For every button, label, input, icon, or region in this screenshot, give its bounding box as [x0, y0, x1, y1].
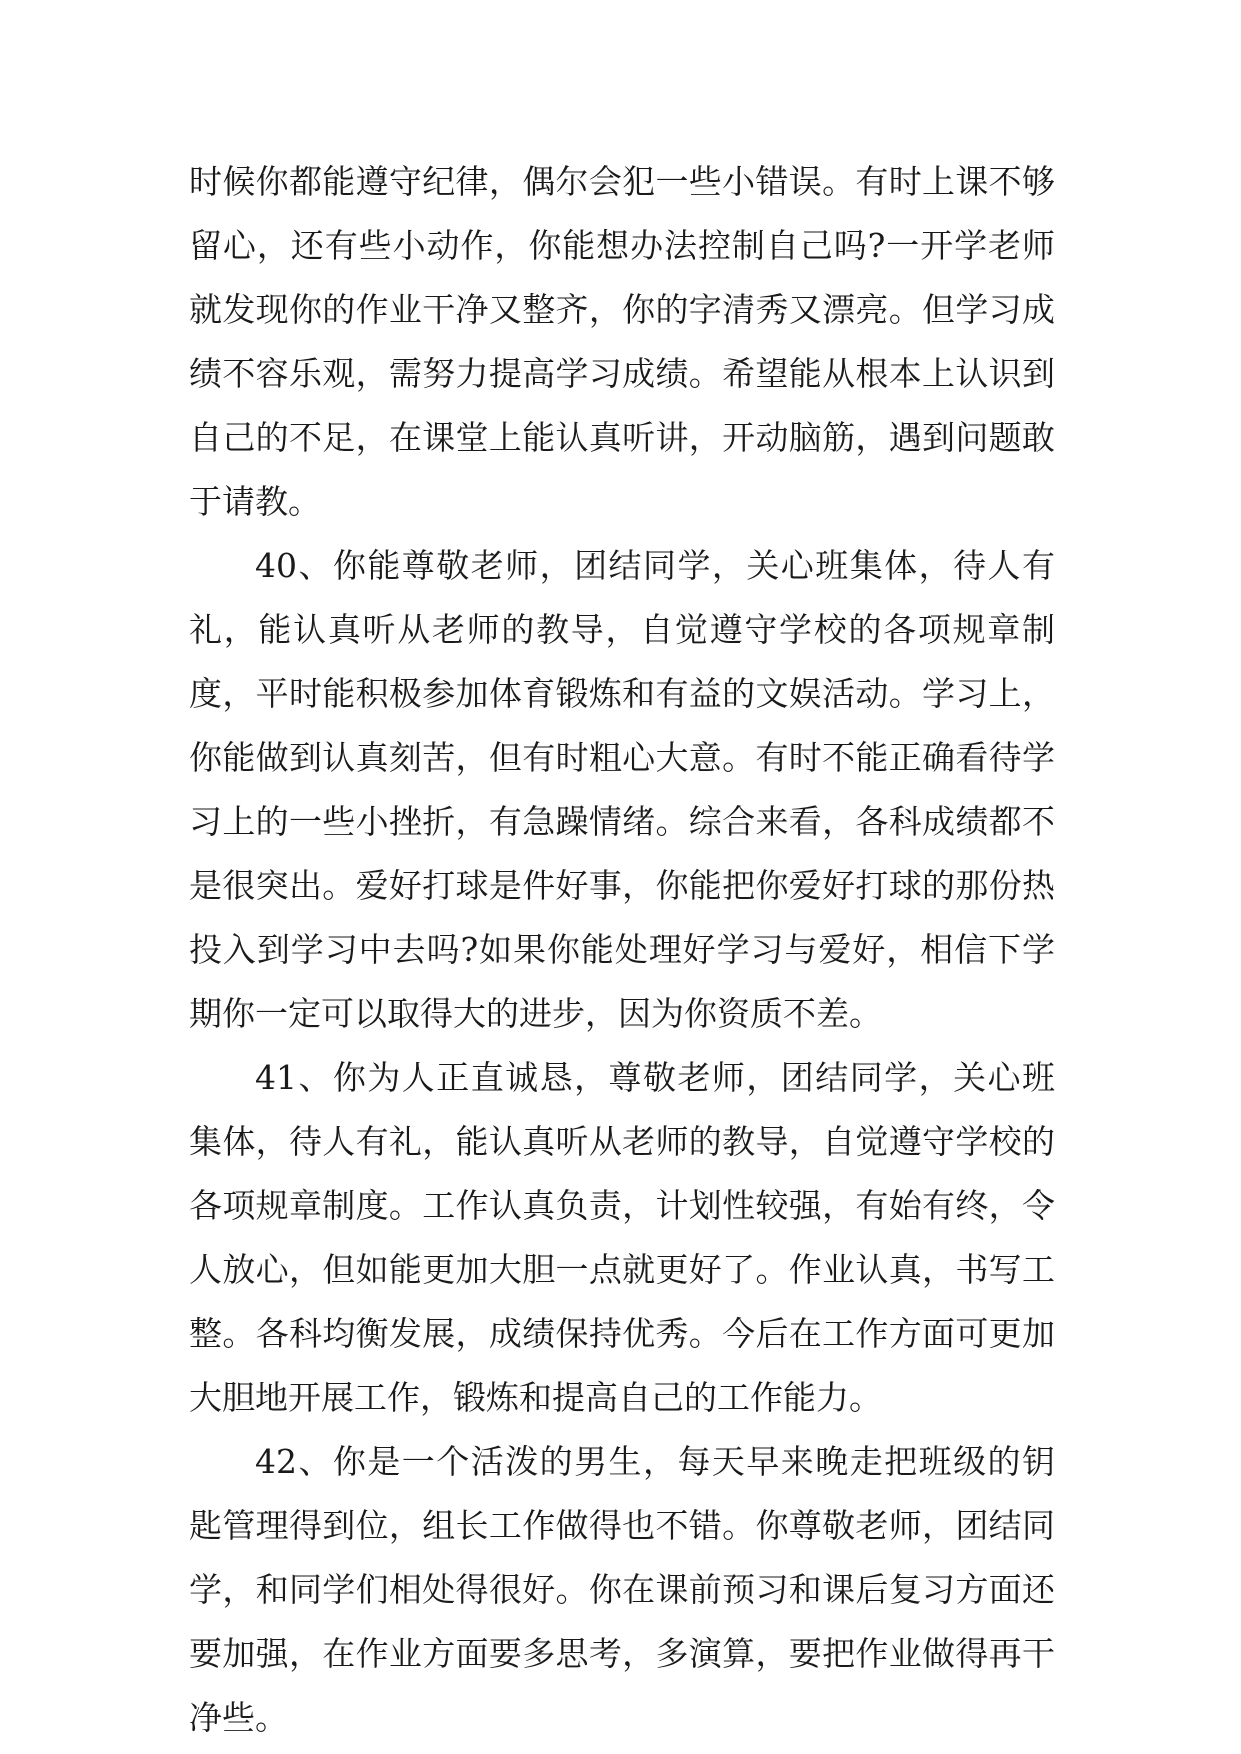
document-body — [189, 150, 1055, 1750]
paragraph-continuation: 时候你都能遵守纪律，偶尔会犯一些小错误。有时上课不够留心，还有些小动作，你能想办法控制自己吗?一开学老师就发现你的作业干净又整齐，你的字清秀又漂亮。但学习成绩不容乐观，需努力提高学习成绩。希望能从根本上认识到自己的不足，在课堂上能认真听讲，开动脑筋，遇到问题敢于请教。 — [189, 162, 1055, 521]
paragraph-comment-42: 42、你是一个活泼的男生，每天早来晚走把班级的钥匙管理得到位，组长工作做得也不错。你尊敬老师，团结同学，和同学们相处得很好。你在课前预习和课后复习方面还要加强，在作业方面要多思考，多演算，要把作业做得再干净些。 — [189, 1442, 1055, 1737]
paragraph-comment-40: 40、你能尊敬老师，团结同学，关心班集体，待人有礼，能认真听从老师的教导，自觉遵守学校的各项规章制度，平时能积极参加体育锻炼和有益的文娱活动。学习上，你能做到认真刻苦，但有时粗心大意。有时不能正确看待学习上的一些小挫折，有急躁情绪。综合来看，各科成绩都不是很突出。爱好打球是件好事，你能把你爱好打球的那份热投入到学习中去吗?如果你能处理好学习与爱好，相信下学期你一定可以取得大的进步，因为你资质不差。 — [189, 546, 1055, 1033]
paragraph-comment-41: 41、你为人正直诚恳，尊敬老师，团结同学，关心班集体，待人有礼，能认真听从老师的教导，自觉遵守学校的各项规章制度。工作认真负责，计划性较强，有始有终，令人放心，但如能更加大胆一点就更好了。作业认真，书写工整。各科均衡发展，成绩保持优秀。今后在工作方面可更加大胆地开展工作，锻炼和提高自己的工作能力。 — [189, 1058, 1055, 1417]
